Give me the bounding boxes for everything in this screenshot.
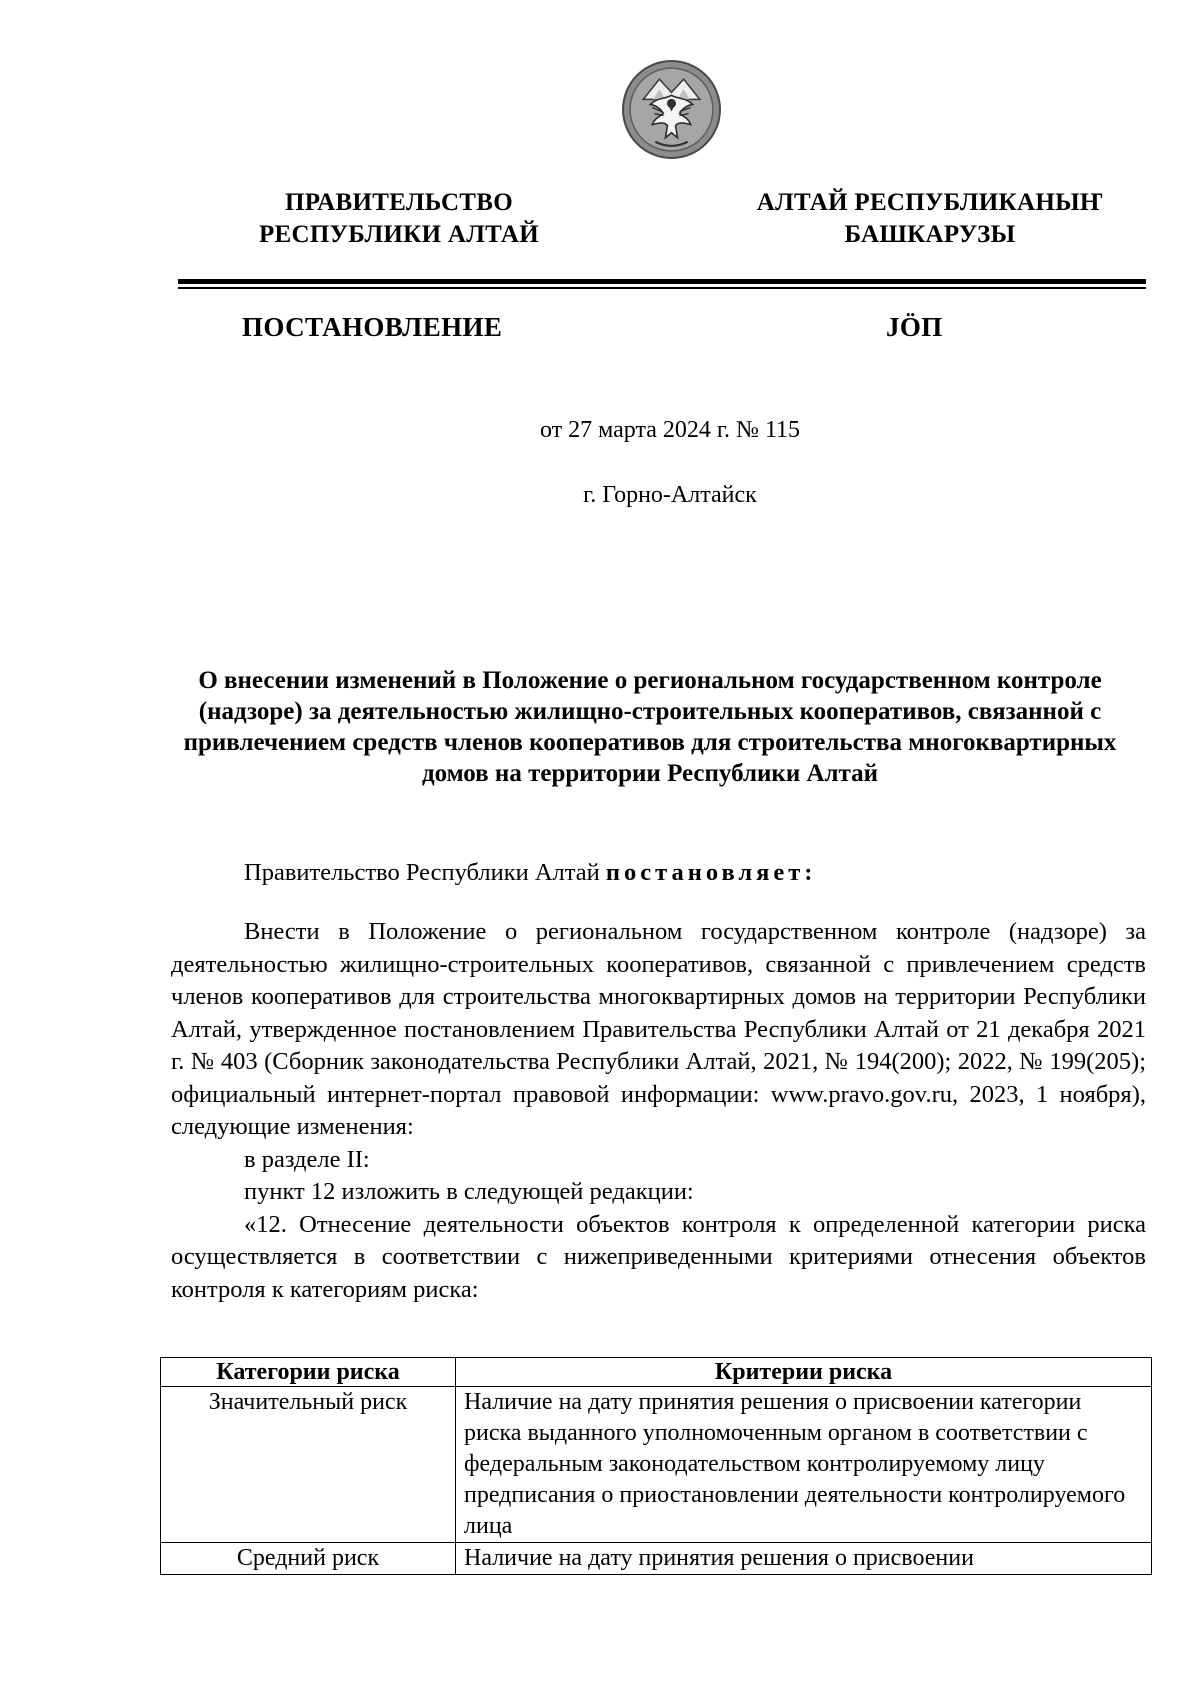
table-header-row (161, 1358, 1152, 1387)
header-divider-thin (178, 287, 1146, 289)
table-header-categories: Категории риска (161, 1358, 456, 1387)
body-paragraph-1: Внести в Положение о региональном государственном контроле (надзоре) за деятельностью жилищно-строительных кооперативов, связанной с привлечением средств членов кооперативов для строительства многоквартирных домов на территории Республики Алтай, утвержденное постановлением Правительства Республики Алтай от 21 декабря 2021 г. № 403 (Сборник законодательства Республики Алтай, 2021, № 194(200); 2022, № 199(205); официальный интернет-портал правовой информации: www.pravo.gov.ru, 2023, 1 ноября), следующие изменения: (171, 918, 1146, 1140)
table-row (161, 1543, 1152, 1575)
body-line-item: пункт 12 изложить в следующей редакции: (244, 1178, 694, 1205)
header-divider-thick (178, 279, 1146, 284)
header-right-line1: АЛТАЙ РЕСПУБЛИКАНЫҤ (756, 189, 1104, 216)
body-line-section: в разделе II: (244, 1145, 370, 1173)
body-text (171, 916, 1146, 1306)
header-left-line1: ПРАВИТЕЛЬСТВО (285, 189, 513, 216)
resolution-verb: постановляет: (605, 859, 817, 886)
coat-of-arms-emblem (621, 59, 722, 160)
header-right-line2: БАШКАРУЗЫ (844, 221, 1016, 248)
header-left-line2: РЕСПУБЛИКИ АЛТАЙ (258, 221, 539, 248)
risk-category-cell: Значительный риск (161, 1387, 456, 1543)
body-paragraph-12: «12. Отнесение деятельности объектов контроля к определенной категории риска осуществляется в соответствии с нижеприведенными критериями отнесения объектов контроля к категориям риска: (171, 1210, 1146, 1303)
act-type-altai: JÖП (886, 312, 943, 342)
risk-criteria-table (160, 1357, 1152, 1575)
risk-criteria-cell: Наличие на дату принятия решения о присвоении (456, 1543, 1152, 1575)
resolution-subject: Правительство Республики Алтай (244, 859, 606, 886)
document-date-number: от 27 марта 2024 г. № 115 (539, 417, 801, 443)
document-city: г. Горно-Алтайск (583, 482, 757, 508)
document-title: О внесении изменений в Положение о региональном государственном контроле (надзоре) за деятельностью жилищно-строительных кооперативов, связанной с привлечением средств членов кооперативов для строительства многоквартирных домов на территории Республики Алтай (183, 667, 1117, 787)
header-left (214, 187, 584, 251)
resolution-phrase (244, 857, 1144, 890)
header-right (735, 187, 1125, 251)
risk-category-cell: Средний риск (161, 1543, 456, 1575)
table-row (161, 1387, 1152, 1543)
risk-criteria-cell: Наличие на дату принятия решения о присвоении категории риска выданного уполномоченным органом в соответствии с федеральным законодательством контролируемому лицу предписания о приостановлении деятельности контролируемого лица (456, 1387, 1152, 1543)
act-type-russian: ПОСТАНОВЛЕНИЕ (242, 312, 503, 342)
table-header-criteria: Критерии риска (456, 1358, 1152, 1387)
